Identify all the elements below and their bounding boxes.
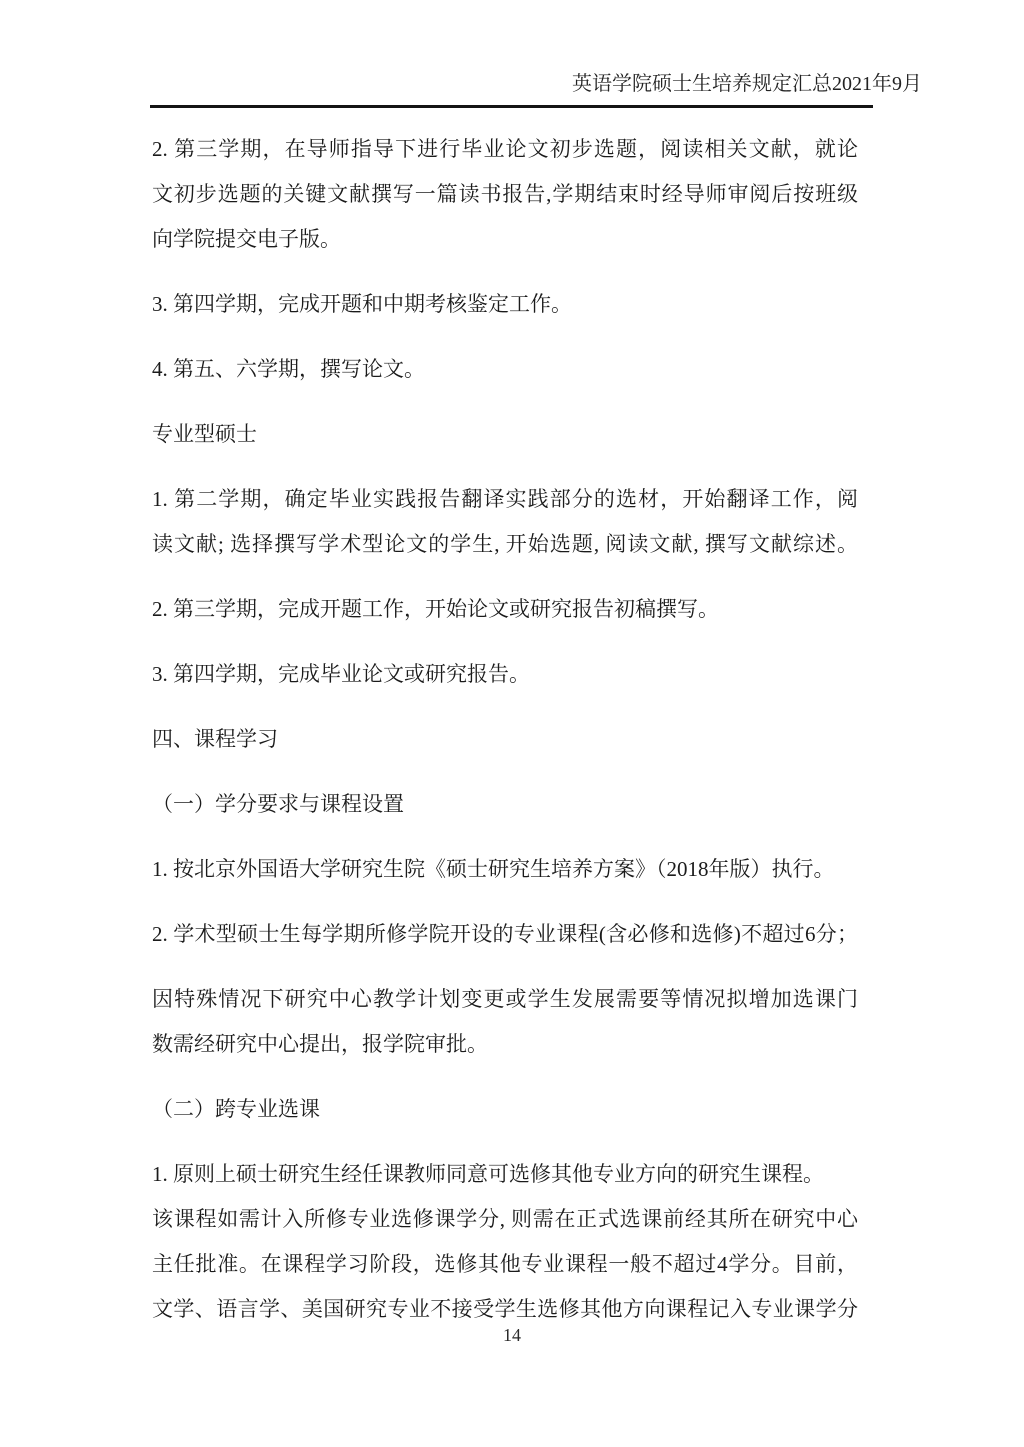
section-heading-line: 四、课程学习 — [152, 727, 278, 751]
paragraph — [152, 782, 858, 827]
subsection-heading-line: （一）学分要求与课程设置 — [152, 792, 404, 816]
paragraph — [152, 587, 858, 632]
paragraph — [152, 347, 858, 392]
page-number: 14 — [503, 1325, 521, 1345]
text-line: 2. 第三学期，在导师指导下进行毕业论文初步选题，阅读相关文献，就论 — [152, 137, 858, 161]
paragraph — [152, 717, 858, 762]
text-line: 2. 第三学期，完成开题工作，开始论文或研究报告初稿撰写。 — [152, 597, 719, 621]
text-line: 1. 第二学期，确定毕业实践报告翻译实践部分的选材，开始翻译工作，阅 — [152, 487, 858, 511]
paragraph — [152, 1152, 858, 1332]
header-rule-divider — [150, 105, 873, 108]
text-line: 因特殊情况下研究中心教学计划变更或学生发展需要等情况拟增加选课门 — [152, 987, 858, 1011]
paragraph — [152, 477, 858, 567]
paragraph — [152, 977, 858, 1067]
text-line: 向学院提交电子版。 — [152, 227, 341, 251]
text-line: 1. 按北京外国语大学研究生院《硕士研究生培养方案》（2018年版）执行。 — [152, 857, 835, 881]
document-body — [152, 127, 858, 1352]
text-line: 4. 第五、六学期，撰写论文。 — [152, 357, 425, 381]
text-line: 读文献; 选择撰写学术型论文的学生, 开始选题, 阅读文献, 撰写文献综述。 — [152, 532, 858, 556]
paragraph — [152, 652, 858, 697]
text-line: 该课程如需计入所修专业选修课学分, 则需在正式选课前经其所在研究中心 — [152, 1207, 858, 1231]
paragraph — [152, 847, 858, 892]
paragraph — [152, 912, 858, 957]
text-line: 数需经研究中心提出，报学院审批。 — [152, 1032, 488, 1056]
text-line: 专业型硕士 — [152, 422, 257, 446]
text-line: 3. 第四学期，完成开题和中期考核鉴定工作。 — [152, 292, 572, 316]
text-line: 文初步选题的关键文献撰写一篇读书报告,学期结束时经导师审阅后按班级 — [152, 182, 858, 206]
text-line: 2. 学术型硕士生每学期所修学院开设的专业课程(含必修和选修)不超过6分； — [152, 922, 858, 946]
text-line: 1. 原则上硕士研究生经任课教师同意可选修其他专业方向的研究生课程。 — [152, 1162, 824, 1186]
paragraph — [152, 282, 858, 327]
paragraph — [152, 1087, 858, 1132]
text-line: 主任批准。在课程学习阶段，选修其他专业课程一般不超过4学分。目前， — [152, 1252, 858, 1276]
page-header-title: 英语学院硕士生培养规定汇总2021年9月 — [572, 73, 922, 95]
paragraph — [152, 127, 858, 262]
text-line: 文学、语言学、美国研究专业不接受学生选修其他方向课程记入专业课学分 — [152, 1297, 858, 1321]
paragraph — [152, 412, 858, 457]
subsection-heading-line: （二）跨专业选课 — [152, 1097, 320, 1121]
text-line: 3. 第四学期，完成毕业论文或研究报告。 — [152, 662, 530, 686]
